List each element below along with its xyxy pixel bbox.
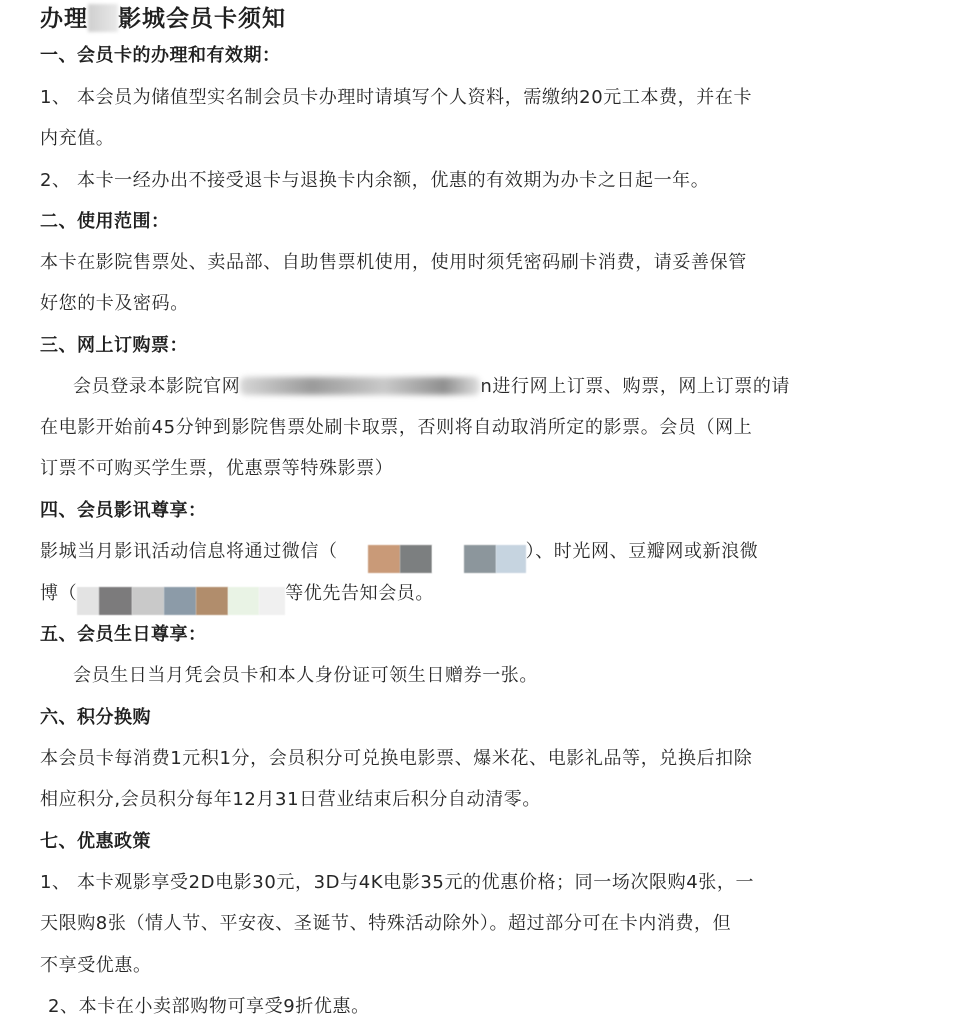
section-6-line-2: 相应积分,会员积分每年12月31日营业结束后积分自动清零。: [40, 789, 541, 810]
section-1-line-1: 1、 本会员为储值型实名制会员卡办理时请填写个人资料，需缴纳20元工本费，并在卡: [40, 87, 753, 108]
section-4-line-2: [40, 580, 434, 615]
section-6-line-1: 本会员卡每消费1元积1分，会员积分可兑换电影票、爆米花、电影礼品等，兑换后扣除: [40, 748, 753, 769]
redacted-website-url: [240, 377, 480, 395]
document-title: [40, 2, 286, 36]
section-3-line-3: 订票不可购买学生票，优惠票等特殊影票）: [40, 458, 394, 479]
section-2-line-2: 好您的卡及密码。: [40, 293, 189, 314]
section-2-heading: 二、使用范围：: [40, 211, 170, 232]
section-3-line-1-end: n进行网上订票、购票，网上订票的请: [480, 376, 791, 397]
section-2-line-1: 本卡在影院售票处、卖品部、自助售票机使用，使用时须凭密码刷卡消费，请妥善保管: [40, 252, 747, 273]
title-suffix: 影城会员卡须知: [118, 6, 286, 32]
section-7-heading: 七、优惠政策: [40, 831, 151, 852]
section-3-line-1: [73, 373, 790, 401]
redacted-weibo-account: [77, 587, 285, 615]
section-4-line-2-end: 等优先告知会员。: [285, 583, 435, 604]
section-3-line-1-start: 会员登录本影院官网: [73, 376, 241, 397]
section-1-line-2: 内充值。: [40, 128, 115, 149]
section-7-line-4: 2、本卡在小卖部购物可享受9折优惠。: [48, 996, 370, 1017]
section-5-line-1: 会员生日当月凭会员卡和本人身份证可领生日赠券一张。: [73, 665, 538, 686]
section-1-heading: 一、会员卡的办理和有效期：: [40, 45, 281, 66]
section-4-line-1-start: 影城当月影讯活动信息将通过微信（: [40, 541, 338, 562]
section-7-line-1: 1、 本卡观影享受2D电影30元，3D与4K电影35元的优惠价格；同一场次限购4张，一: [40, 872, 755, 893]
section-3-heading: 三、网上订购票：: [40, 335, 188, 356]
redacted-wechat-account: [338, 545, 526, 573]
section-7-line-3: 不享受优惠。: [40, 955, 152, 976]
section-1-line-3: 2、 本卡一经办出不接受退卡与退换卡内余额，优惠的有效期为办卡之日起一年。: [40, 170, 710, 191]
section-5-heading: 五、会员生日尊享：: [40, 624, 207, 645]
section-4-heading: 四、会员影讯尊享：: [40, 500, 207, 521]
section-6-heading: 六、积分换购: [40, 707, 151, 728]
section-4-line-1: [40, 538, 758, 573]
redacted-cinema-name: [88, 4, 118, 32]
section-7-line-2: 天限购8张（情人节、平安夜、圣诞节、特殊活动除外）。超过部分可在卡内消费，但: [40, 913, 732, 934]
section-4-line-1-end: ）、时光网、豆瓣网或新浪微: [525, 541, 759, 562]
section-4-line-2-start: 博（: [40, 583, 78, 604]
title-prefix: 办理: [40, 6, 88, 32]
section-3-line-2: 在电影开始前45分钟到影院售票处刷卡取票，否则将自动取消所定的影票。会员（网上: [40, 417, 753, 438]
